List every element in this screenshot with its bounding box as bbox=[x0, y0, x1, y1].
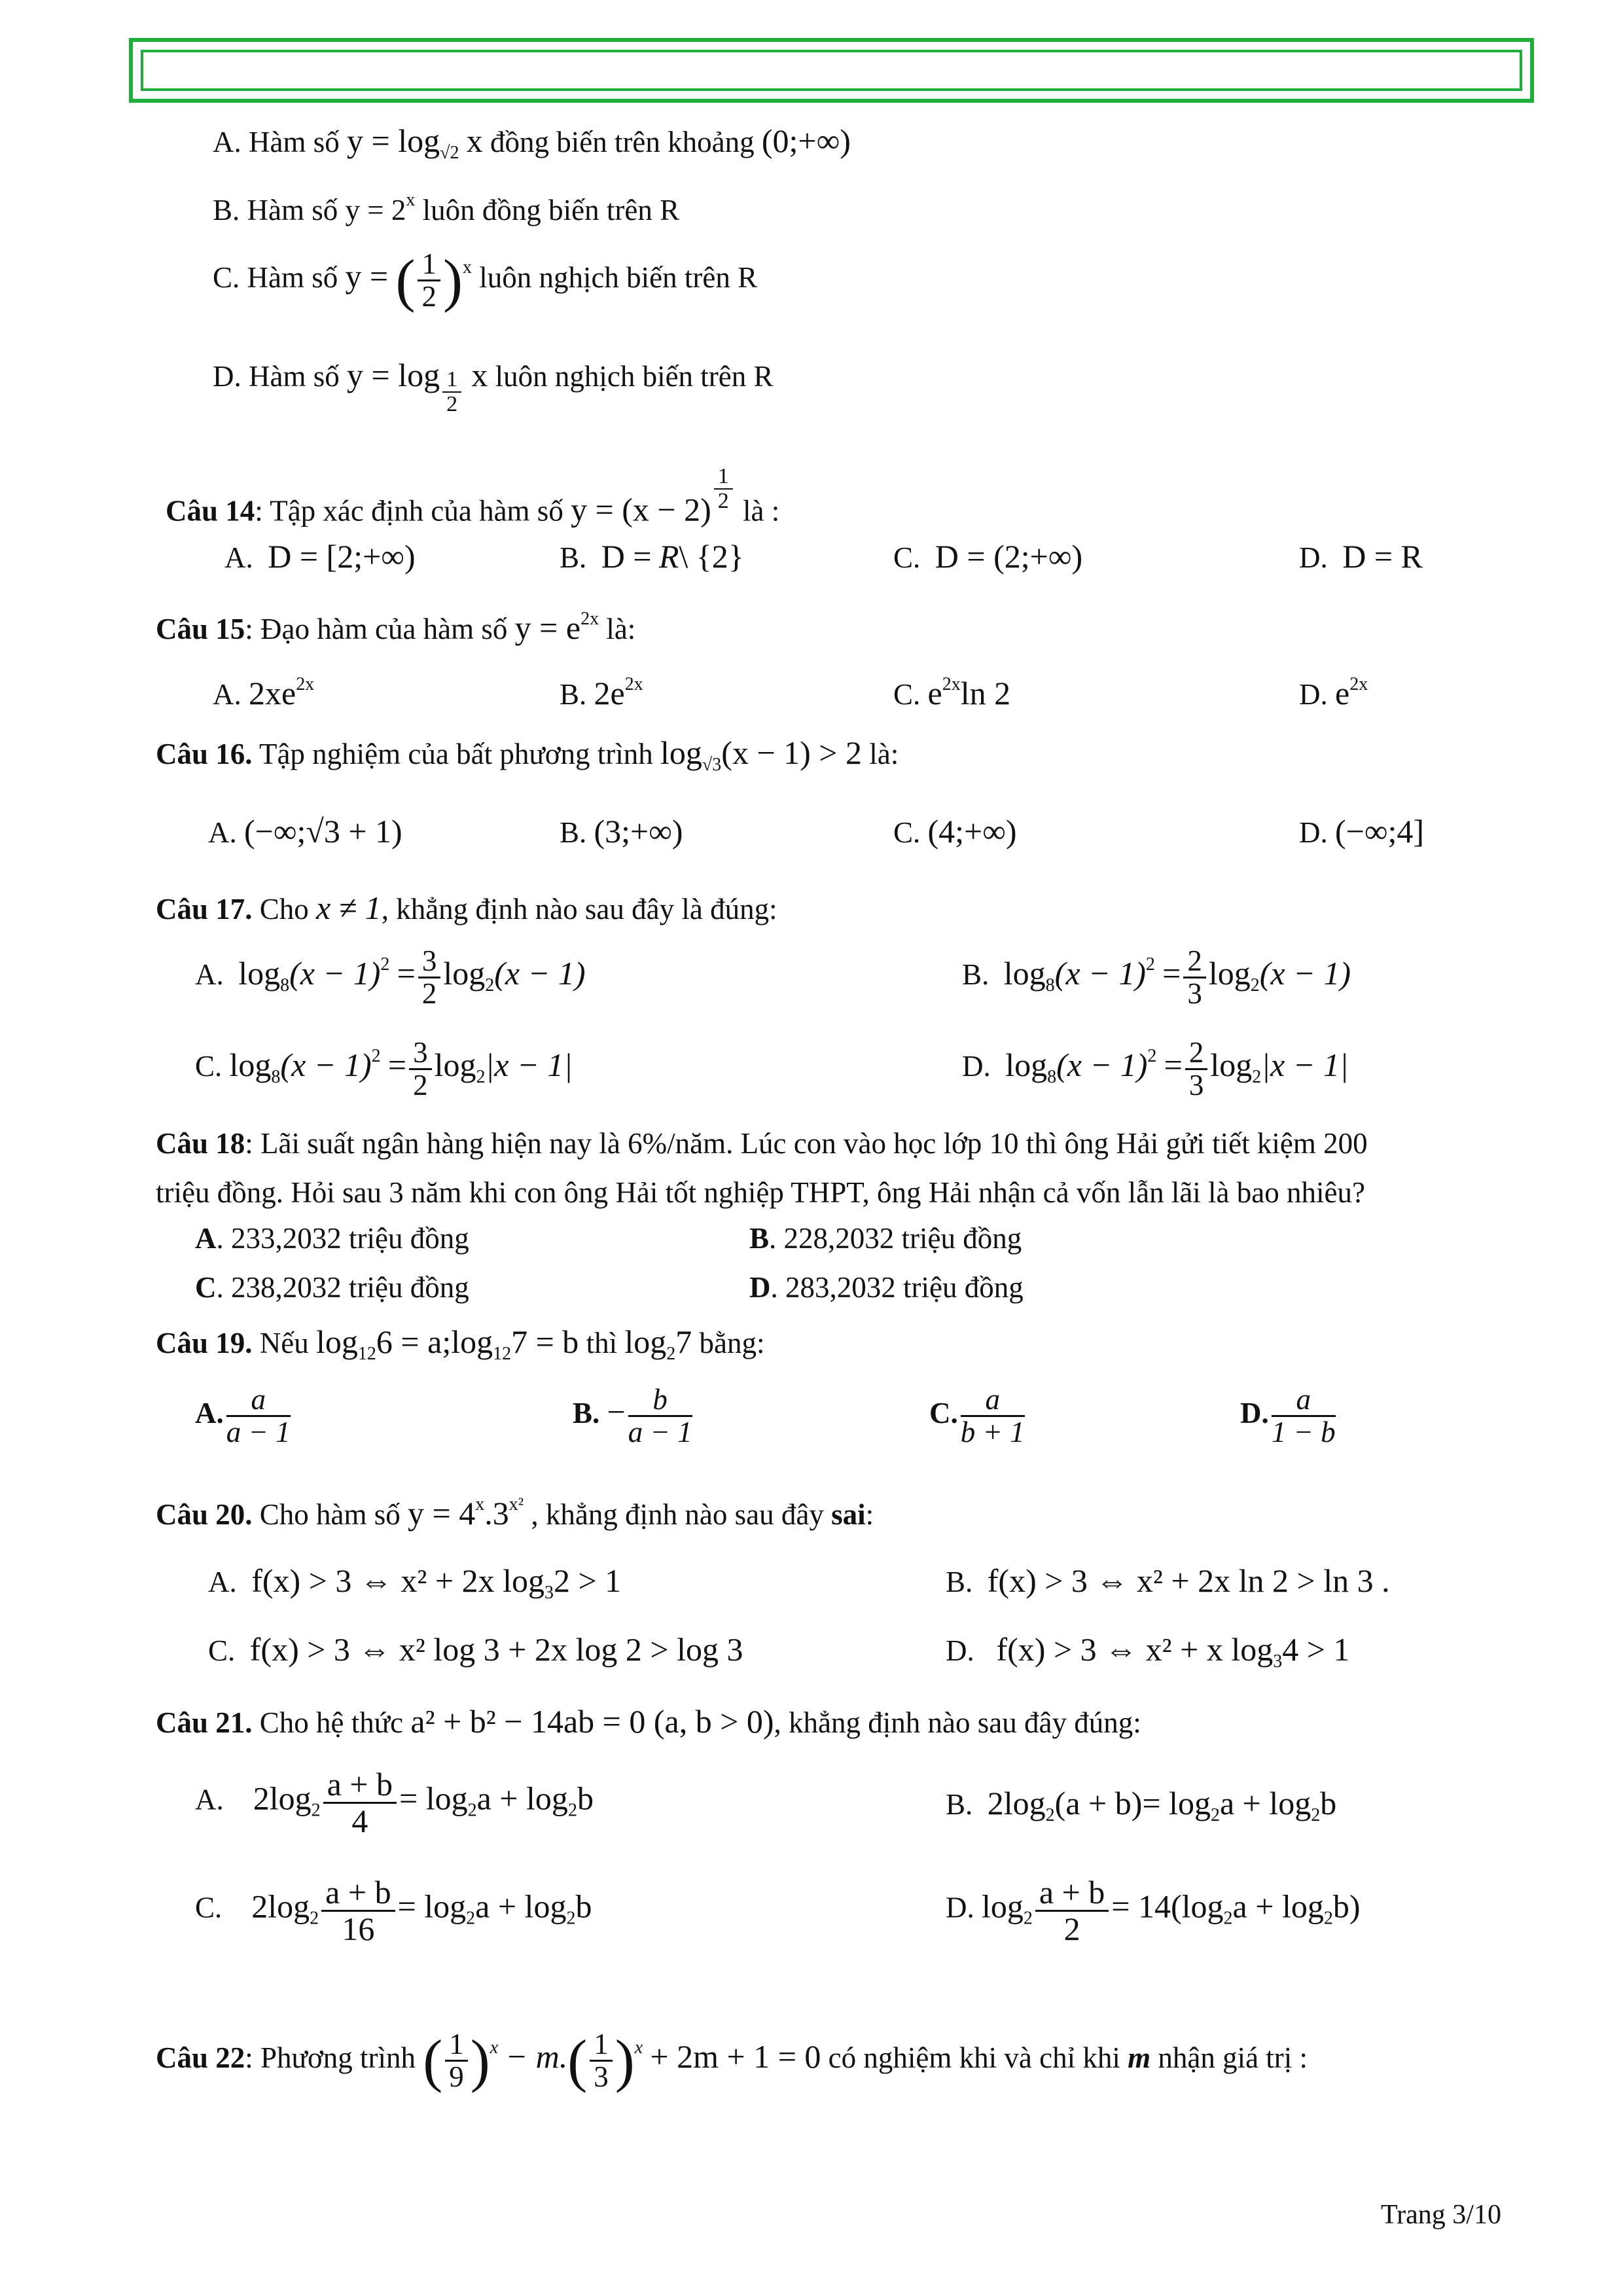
q21-option-d: D. $\log_2$ $\frac{a + b}{2}$ = $14(\log_2a + \log_2b)$ bbox=[946, 1874, 1361, 1947]
q15-stem: Câu 15: Đạo hàm của hàm số $y = e^{2x}$ là: bbox=[156, 609, 636, 646]
q19-option-a: A. $\frac{a}{a - 1}$ bbox=[195, 1383, 291, 1449]
q18-option-b: B. 228,2032 triệu đồng bbox=[749, 1222, 1022, 1255]
q14-option-c: C. D = (2;+∞) bbox=[893, 538, 1083, 575]
q17-option-c: C. $\log_8(x - 1)^2$ = $\frac{3}{2}$ $\log_2|x - 1|$ bbox=[195, 1036, 573, 1102]
page-number: Trang 3/10 bbox=[1381, 2200, 1501, 2230]
q19-option-d: D. $\frac{a}{1 - b}$ bbox=[1240, 1383, 1336, 1449]
q18-stem-line1: Câu 18: Lãi suất ngân hàng hiện nay là 6%/năm. Lúc con vào học lớp 10 thì ông Hải gửi tiết kiệm 200 bbox=[156, 1127, 1368, 1160]
prev-option-c: C. Hàm số y = ( $\frac{1}{2}$ )$^x$ luôn nghịch biến trên R bbox=[213, 247, 758, 314]
q20-stem: Câu 20. Cho hàm số $y = 4^x.3^{x^2}$ , khẳng định nào sau đây sai: bbox=[156, 1494, 874, 1532]
q16-option-d: D. (−∞;4] bbox=[1299, 813, 1425, 850]
q15-option-c: C. $e^{2x}\ln$ 2 bbox=[893, 674, 1011, 711]
prev-option-d: D. Hàm số y = log $\frac{1}{2}$ x luôn nghịch biến trên R bbox=[213, 357, 774, 416]
q14-option-d: D. D = R bbox=[1299, 538, 1423, 575]
q17-stem: Câu 17. Cho x ≠ 1, khẳng định nào sau đây là đúng: bbox=[156, 889, 777, 926]
q17-option-d: D. $\log_8(x - 1)^2$ = $\frac{2}{3}$ $\log_2|x - 1|$ bbox=[962, 1036, 1349, 1102]
q21-option-a: A. $2\log_2$ $\frac{a + b}{4}$ = $\log_2a + \log_2b$ bbox=[195, 1766, 594, 1839]
q18-option-a: A. 233,2032 triệu đồng bbox=[195, 1222, 469, 1255]
prev-option-b: B. Hàm số $y = 2^x$ luôn đồng biến trên R bbox=[213, 190, 680, 226]
q20-option-d: D. f(x) > 3 ⇔ x² + x $\log_34 > 1$ bbox=[946, 1631, 1350, 1672]
q17-option-b: B. $\log_8(x - 1)^2$ = $\frac{2}{3}$ $\log_2(x - 1)$ bbox=[962, 944, 1351, 1011]
prev-option-a: A. Hàm số $y = \log_{√2} x$ đồng biến trên khoảng (0;+∞) bbox=[213, 122, 851, 163]
q18-option-d: D. 283,2032 triệu đồng bbox=[749, 1271, 1024, 1304]
q20-option-b: B. f(x) > 3 ⇔ x² + 2x ln 2 > ln 3 . bbox=[946, 1562, 1390, 1599]
q21-option-b: B. $2\log_2(a + b)= \log_2a + \log_2b$ bbox=[946, 1785, 1337, 1825]
q18-stem-line2: triệu đồng. Hỏi sau 3 năm khi con ông Hải tốt nghiệp THPT, ông Hải nhận cả vốn lẫn lãi là bao nhiêu? bbox=[156, 1176, 1365, 1209]
q19-option-c: C. $\frac{a}{b + 1}$ bbox=[929, 1383, 1025, 1449]
q22-stem: Câu 22: Phương trình ( $\frac{1}{9}$ )$^x$ − m.( $\frac{1}{3}$ )$^x$ + 2m + 1 = 0 có nghiệm khi và chỉ khi m nhận giá trị : bbox=[156, 2028, 1308, 2094]
q19-stem: Câu 19. Nếu $\log_{12}6$ = $a;\log_{12}7 = b$ thì $\log_27$ bằng: bbox=[156, 1323, 765, 1364]
q19-option-b: B. − $\frac{b}{a - 1}$ bbox=[573, 1383, 692, 1449]
q16-option-c: C. (4;+∞) bbox=[893, 813, 1017, 850]
header-frame bbox=[129, 38, 1534, 103]
q15-option-a: A. $2xe^{2x}$ bbox=[213, 674, 315, 711]
q17-option-a: A. $\log_8(x - 1)^2$ = $\frac{3}{2}$ $\log_2(x - 1)$ bbox=[195, 944, 586, 1011]
q16-stem: Câu 16. Tập nghiệm của bất phương trình $\log_{√3}(x - 1) > 2$ là: bbox=[156, 734, 899, 775]
q18-option-c: C. 238,2032 triệu đồng bbox=[195, 1271, 469, 1304]
q20-option-c: C. f(x) > 3 ⇔ x² log 3 + 2x log 2 > log 3 bbox=[208, 1631, 743, 1668]
q20-option-a: A. f(x) > 3 ⇔ x² + 2x $\log_32 > 1$ bbox=[208, 1562, 622, 1603]
q16-option-a: A. (−∞;√3 + 1) bbox=[208, 813, 402, 850]
q16-option-b: B. (3;+∞) bbox=[560, 813, 683, 850]
q14-option-a: A. D = [2;+∞) bbox=[224, 538, 416, 575]
q15-option-d: D. $e^{2x}$ bbox=[1299, 674, 1368, 711]
q14-option-b: B. D = R\ {2} bbox=[560, 538, 744, 575]
q21-stem: Câu 21. Cho hệ thức a² + b² − 14ab = 0 (a, b > 0), khẳng định nào sau đây đúng: bbox=[156, 1703, 1141, 1740]
q15-option-b: B. $2e^{2x}$ bbox=[560, 674, 643, 711]
q14-stem: Câu 14: Tập xác định của hàm số y = (x − 2) $\frac{1}{2}$ là : bbox=[166, 464, 780, 528]
q21-option-c: C. $2\log_2$ $\frac{a + b}{16}$ = $\log_2a + \log_2b$ bbox=[195, 1874, 592, 1947]
